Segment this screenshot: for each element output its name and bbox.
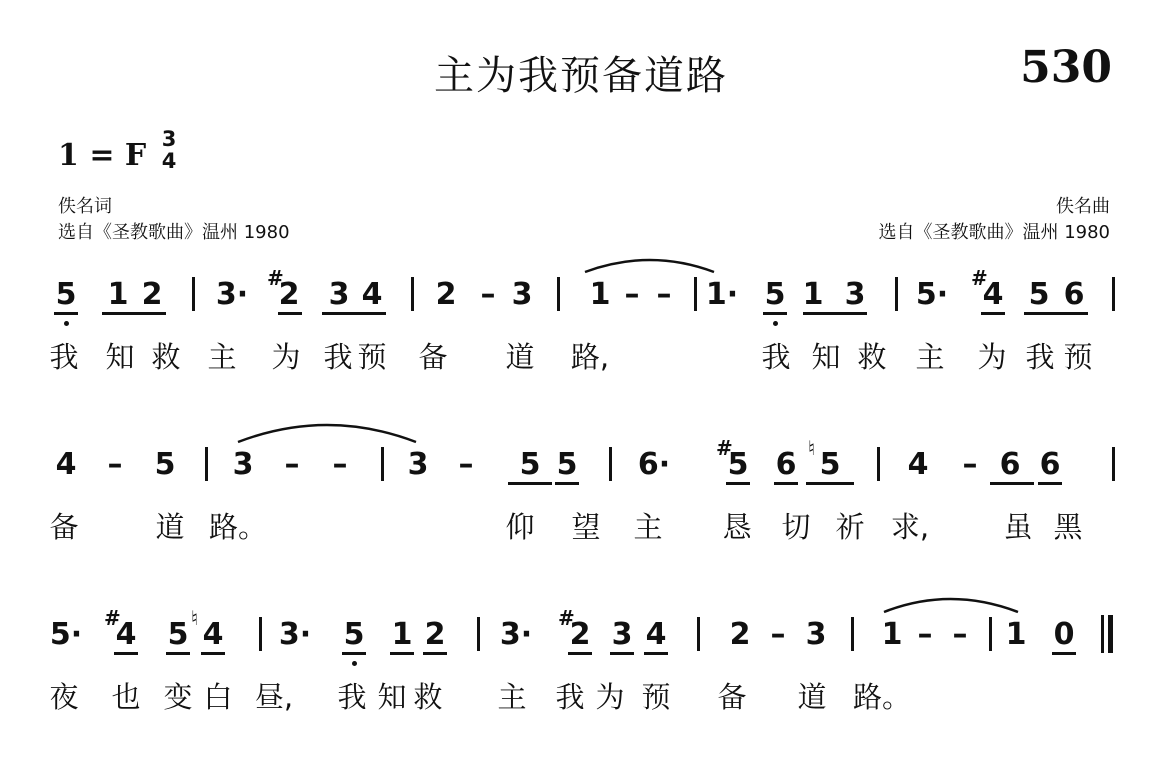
tie-line1 (585, 260, 714, 272)
lyric-syllable: 望 (571, 510, 601, 544)
note: 3 (805, 617, 827, 652)
lyric-syllable: 仰 (505, 510, 535, 544)
lyric-syllable: 我 (323, 340, 353, 374)
dash: – (107, 447, 123, 482)
composer-credit: 佚名曲 (1056, 196, 1110, 217)
lyric-syllable: 道 (155, 510, 185, 544)
lyric-syllable: 我 (1025, 340, 1055, 374)
note: 4 (645, 617, 667, 652)
lyric-syllable: 虽 (1003, 510, 1033, 544)
source-left: 选自《圣教歌曲》温州 1980 (58, 222, 290, 243)
note: 2 (278, 277, 300, 312)
lyric-syllable: 恳 (722, 510, 752, 544)
dash: – (284, 447, 300, 482)
natural-sign: ♮ (191, 606, 199, 630)
note: 3· (215, 277, 249, 312)
lyric-syllable: 主 (207, 340, 237, 374)
note: 5 (727, 447, 749, 482)
note: 1 (1005, 617, 1027, 652)
sharp-sign: # (971, 266, 988, 290)
lyric-syllable: 道 (797, 680, 827, 714)
note: 6· (637, 447, 671, 482)
note: 4 (361, 277, 383, 312)
lyric-syllable: 祈 (835, 510, 865, 544)
lyric-syllable: 黑 (1053, 510, 1083, 544)
lyric-syllable: 备 (717, 680, 747, 714)
note: 1 (881, 617, 903, 652)
note: 5 (167, 617, 189, 652)
lyric-syllable: 路, (570, 340, 610, 374)
note: 3 (232, 447, 254, 482)
lyric-syllable: 我 (49, 340, 79, 374)
lyric-syllable: 求, (890, 510, 930, 544)
lyric-syllable: 也 (111, 680, 141, 714)
lyric-syllable: 主 (633, 510, 663, 544)
lyric-syllable: 备 (49, 510, 79, 544)
tie-line2 (238, 425, 416, 442)
dash: – (917, 617, 933, 652)
note: 5 (819, 447, 841, 482)
lyric-syllable: 救 (413, 680, 443, 714)
note: 5 (556, 447, 578, 482)
note: 4 (982, 277, 1004, 312)
note: 6 (1039, 447, 1061, 482)
note: 5 (343, 617, 365, 652)
note: 6 (775, 447, 797, 482)
note: 2 (729, 617, 751, 652)
dash: – (480, 277, 496, 312)
sharp-sign: # (716, 436, 733, 460)
lyric-syllable: 为 (271, 340, 301, 374)
lyric-syllable: 变 (163, 680, 193, 714)
note: 5 (55, 277, 77, 312)
note: 5 (154, 447, 176, 482)
lyric-syllable: 我 (337, 680, 367, 714)
note: 6 (1063, 277, 1085, 312)
sharp-sign: # (104, 606, 121, 630)
hymn-title: 主为我预备道路 (434, 53, 728, 99)
note: 1 (589, 277, 611, 312)
note: 0 (1053, 617, 1075, 652)
note: 4 (115, 617, 137, 652)
lyric-syllable: 救 (857, 340, 887, 374)
lyric-syllable: 昼, (254, 680, 294, 714)
note: 1· (705, 277, 739, 312)
note: 1 (107, 277, 129, 312)
dash: – (656, 277, 672, 312)
note: 1 (391, 617, 413, 652)
hymn-number: 530 (1020, 42, 1112, 93)
lyric-syllable: 预 (641, 680, 671, 714)
note: 3 (407, 447, 429, 482)
key-signature: 1 = F (58, 138, 147, 173)
note: 1 (802, 277, 824, 312)
lyricist-credit: 佚名词 (58, 196, 112, 217)
lyric-syllable: 路。 (852, 680, 912, 714)
lyric-syllable: 救 (151, 340, 181, 374)
lyric-syllable: 路。 (208, 510, 268, 544)
note: 2 (435, 277, 457, 312)
note: 6 (999, 447, 1021, 482)
dash: – (624, 277, 640, 312)
sharp-sign: # (267, 266, 284, 290)
note: 4 (202, 617, 224, 652)
lyric-syllable: 知 (377, 680, 407, 714)
lyric-syllable: 白 (203, 680, 233, 714)
lyric-syllable: 道 (505, 340, 535, 374)
lyric-syllable: 主 (915, 340, 945, 374)
lyric-syllable: 备 (418, 340, 448, 374)
dash: – (332, 447, 348, 482)
note: 4 (907, 447, 929, 482)
note: 2 (569, 617, 591, 652)
note: 5· (49, 617, 83, 652)
lyric-syllable: 我 (761, 340, 791, 374)
lyric-syllable: 知 (811, 340, 841, 374)
dash: – (952, 617, 968, 652)
note: 4 (55, 447, 77, 482)
note: 3· (278, 617, 312, 652)
lyric-syllable: 为 (977, 340, 1007, 374)
dash: – (458, 447, 474, 482)
lyric-syllable: 我 (555, 680, 585, 714)
lyric-syllable: 预 (1063, 340, 1093, 374)
tie-line3 (884, 599, 1018, 612)
lyric-syllable: 预 (357, 340, 387, 374)
source-right: 选自《圣教歌曲》温州 1980 (878, 222, 1110, 243)
note: 3 (844, 277, 866, 312)
note: 5 (519, 447, 541, 482)
lyric-syllable: 切 (781, 510, 811, 544)
note: 3 (611, 617, 633, 652)
note: 2 (424, 617, 446, 652)
note: 3· (499, 617, 533, 652)
note: 2 (141, 277, 163, 312)
sharp-sign: # (558, 606, 575, 630)
lyric-syllable: 夜 (49, 680, 79, 714)
note: 3 (511, 277, 533, 312)
note: 5 (764, 277, 786, 312)
lyric-syllable: 知 (105, 340, 135, 374)
natural-sign: ♮ (808, 436, 816, 460)
note: 5 (1028, 277, 1050, 312)
time-numerator: 3 (161, 127, 177, 151)
dash: – (962, 447, 978, 482)
note: 5· (915, 277, 949, 312)
note: 3 (328, 277, 350, 312)
lyric-syllable: 主 (497, 680, 527, 714)
lyric-syllable: 为 (595, 680, 625, 714)
dash: – (770, 617, 786, 652)
time-denominator: 4 (161, 149, 177, 173)
